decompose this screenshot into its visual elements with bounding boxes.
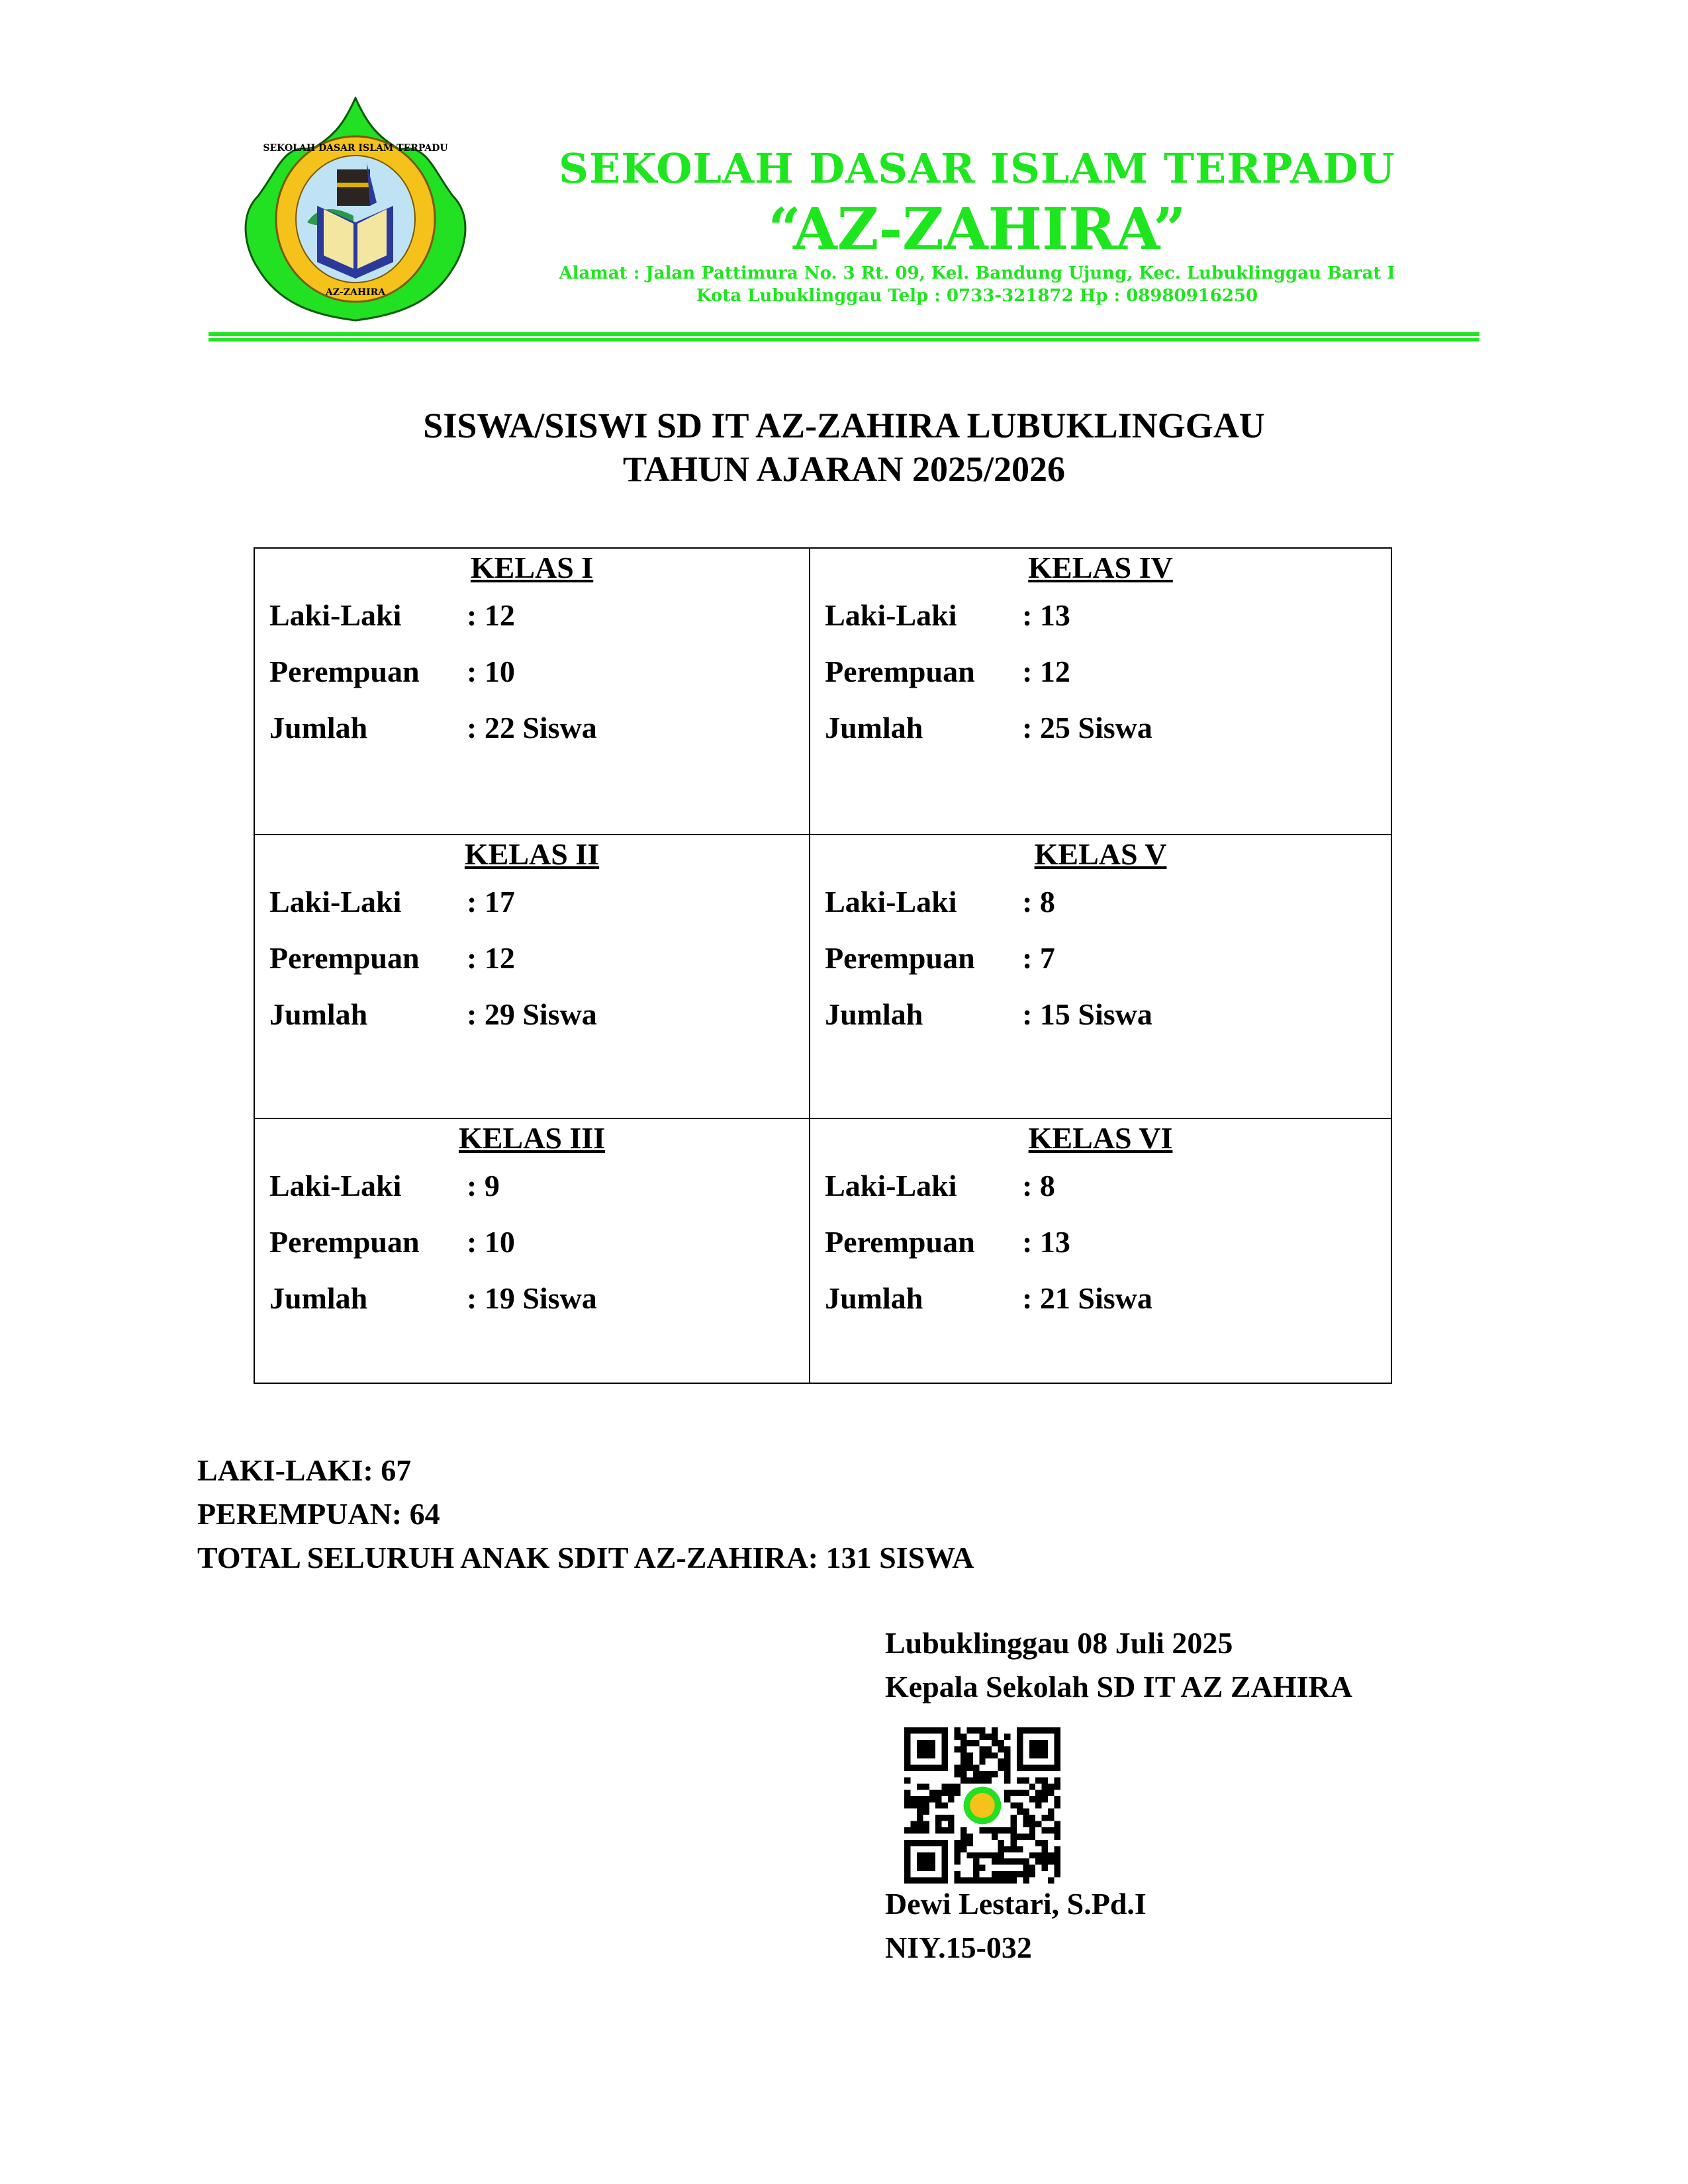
male-value: : 12 [467, 598, 515, 632]
class-name: KELAS VI [1028, 1121, 1173, 1155]
class-total-row [810, 700, 1391, 756]
female-value: : 10 [467, 1225, 515, 1259]
female-label: Perempuan [269, 1225, 420, 1259]
class-name: KELAS IV [1028, 551, 1173, 584]
total-value: : 29 Siswa [467, 997, 597, 1031]
male-value: : 17 [467, 885, 515, 919]
class-cell [254, 548, 810, 835]
summary-total: TOTAL SELURUH ANAK SDIT AZ-ZAHIRA: 131 SISWA [197, 1541, 974, 1574]
summary-male: LAKI-LAKI: 67 [197, 1453, 412, 1487]
class-female-row [810, 643, 1391, 700]
male-label: Laki-Laki [269, 885, 402, 919]
class-total-row [255, 1270, 809, 1326]
class-total-row [255, 986, 809, 1042]
class-cell [810, 1118, 1391, 1383]
total-label: Jumlah [825, 997, 923, 1031]
total-label: Jumlah [825, 1281, 923, 1315]
logo-text-bottom: AZ-ZAHIRA [325, 287, 386, 298]
female-label: Perempuan [825, 941, 975, 975]
class-cell [254, 835, 810, 1118]
male-value: : 8 [1022, 885, 1055, 919]
logo-text-top: SEKOLAH DASAR ISLAM TERPADU [263, 143, 448, 154]
class-male-row [810, 587, 1391, 643]
male-label: Laki-Laki [269, 598, 402, 632]
total-value: : 25 Siswa [1022, 711, 1152, 745]
class-cell [254, 1118, 810, 1383]
class-name: KELAS II [464, 837, 600, 871]
document-title: SISWA/SISWI SD IT AZ-ZAHIRA LUBUKLINGGAU [423, 406, 1265, 445]
signature-id: NIY.15-032 [885, 1931, 1032, 1964]
address-line-1: Alamat : Jalan Pattimura No. 3 Rt. 09, Kel. Bandung Ujung, Kec. Lubuklinggau Barat I [559, 263, 1395, 283]
address-line-2: Kota Lubuklinggau Telp : 0733-321872 Hp : 08980916250 [696, 286, 1258, 306]
female-value: : 12 [1022, 655, 1070, 688]
school-name: SEKOLAH DASAR ISLAM TERPADU [559, 144, 1395, 193]
class-male-row [255, 1158, 809, 1214]
female-label: Perempuan [825, 1225, 975, 1259]
total-value: : 15 Siswa [1022, 997, 1152, 1031]
class-male-row [255, 587, 809, 643]
school-logo [234, 97, 477, 322]
class-female-row [255, 643, 809, 700]
class-male-row [810, 1158, 1391, 1214]
male-value: : 8 [1022, 1169, 1055, 1203]
document-subtitle: TAHUN AJARAN 2025/2026 [622, 449, 1065, 489]
class-cell [810, 835, 1391, 1118]
male-value: : 13 [1022, 598, 1070, 632]
female-value: : 7 [1022, 941, 1055, 975]
male-label: Laki-Laki [825, 598, 957, 632]
total-value: : 19 Siswa [467, 1281, 597, 1315]
female-value: : 10 [467, 655, 515, 688]
female-label: Perempuan [269, 655, 420, 688]
total-label: Jumlah [825, 711, 923, 745]
class-total-row [810, 1270, 1391, 1326]
total-value: : 22 Siswa [467, 711, 597, 745]
class-female-row [810, 930, 1391, 986]
total-label: Jumlah [269, 711, 368, 745]
class-name: KELAS III [458, 1121, 606, 1155]
letterhead-divider-2 [209, 338, 1479, 341]
class-total-row [255, 700, 809, 756]
letterhead-divider [209, 332, 1479, 336]
total-label: Jumlah [269, 997, 368, 1031]
signature-qr-code [904, 1727, 1060, 1884]
signature-position: Kepala Sekolah SD IT AZ ZAHIRA [885, 1670, 1352, 1704]
male-label: Laki-Laki [825, 1169, 957, 1203]
class-male-row [810, 874, 1391, 930]
female-value: : 13 [1022, 1225, 1070, 1259]
class-female-row [810, 1214, 1391, 1270]
class-female-row [255, 930, 809, 986]
female-label: Perempuan [269, 941, 420, 975]
signature-name: Dewi Lestari, S.Pd.I [885, 1887, 1147, 1921]
female-value: : 12 [467, 941, 515, 975]
female-label: Perempuan [825, 655, 975, 688]
male-label: Laki-Laki [269, 1169, 402, 1203]
class-cell [810, 548, 1391, 835]
class-total-row [810, 986, 1391, 1042]
class-name: KELAS I [470, 551, 594, 584]
school-short-name: “AZ-ZAHIRA” [768, 196, 1186, 263]
class-female-row [255, 1214, 809, 1270]
class-male-row [255, 874, 809, 930]
class-table [254, 547, 1392, 1383]
male-value: : 9 [467, 1169, 500, 1203]
male-label: Laki-Laki [825, 885, 957, 919]
signature-place-date: Lubuklinggau 08 Juli 2025 [885, 1626, 1233, 1660]
total-value: : 21 Siswa [1022, 1281, 1152, 1315]
summary-female: PEREMPUAN: 64 [197, 1497, 440, 1531]
total-label: Jumlah [269, 1281, 368, 1315]
class-name: KELAS V [1034, 837, 1167, 871]
